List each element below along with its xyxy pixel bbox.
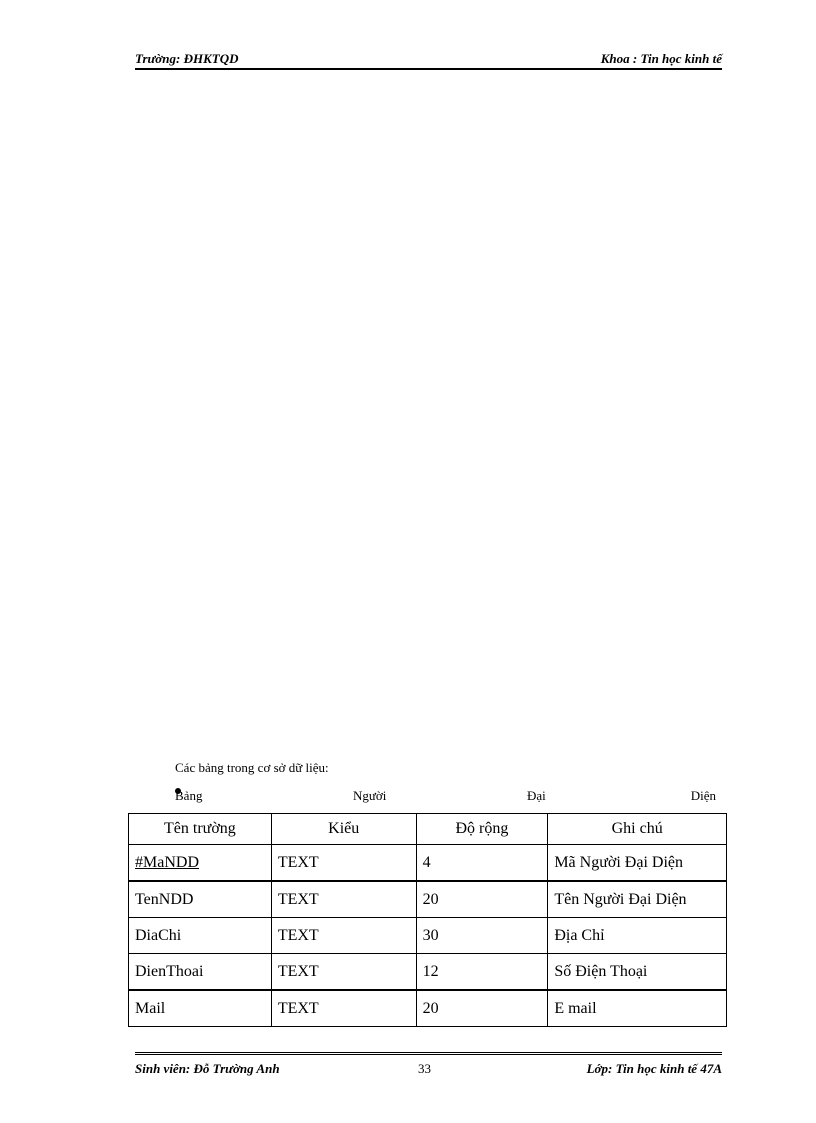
cell-width: 4 bbox=[416, 845, 548, 882]
page-number: 33 bbox=[418, 1061, 431, 1076]
footer-class: Lớp: Tin học kinh tế 47A bbox=[586, 1061, 722, 1076]
cell-type: TEXT bbox=[271, 954, 416, 991]
bullet-word-1: Bảng bbox=[175, 788, 203, 803]
bullet-word-2: Người bbox=[353, 788, 387, 803]
cell-field-name: Mail bbox=[129, 990, 272, 1027]
column-header-field-name: Tên trường bbox=[129, 814, 272, 845]
table-row bbox=[129, 845, 727, 882]
column-header-note: Ghi chú bbox=[548, 814, 727, 845]
cell-type: TEXT bbox=[271, 845, 416, 882]
table-row bbox=[129, 881, 727, 918]
page-footer bbox=[135, 1052, 722, 1080]
column-header-width: Độ rộng bbox=[416, 814, 548, 845]
cell-type: TEXT bbox=[271, 990, 416, 1027]
cell-type: TEXT bbox=[271, 881, 416, 918]
cell-field-name: TenNDD bbox=[129, 881, 272, 918]
section-intro: Các bảng trong cơ sở dữ liệu: bbox=[175, 760, 329, 775]
cell-field-name: DienThoai bbox=[129, 954, 272, 991]
cell-note: Số Điện Thoại bbox=[548, 954, 727, 991]
field-table bbox=[128, 813, 727, 1027]
header-faculty: Khoa : Tin học kinh tế bbox=[600, 51, 722, 66]
cell-field-name: DiaChi bbox=[129, 918, 272, 954]
cell-note: Mã Người Đại Diện bbox=[548, 845, 727, 882]
header-school: Trường: ĐHKTQD bbox=[135, 51, 239, 66]
table-row bbox=[129, 954, 727, 991]
cell-width: 20 bbox=[416, 881, 548, 918]
cell-note: E mail bbox=[548, 990, 727, 1027]
cell-field-name bbox=[129, 845, 272, 882]
cell-width: 30 bbox=[416, 918, 548, 954]
table-row bbox=[129, 990, 727, 1027]
cell-width: 12 bbox=[416, 954, 548, 991]
footer-student: Sinh viên: Đỗ Trường Anh bbox=[135, 1061, 280, 1076]
bullet-word-3: Đại bbox=[527, 788, 546, 803]
table-row bbox=[129, 918, 727, 954]
page-header bbox=[135, 50, 722, 70]
table-name-line bbox=[175, 788, 716, 806]
bullet-word-4: Diện bbox=[690, 788, 716, 803]
cell-type: TEXT bbox=[271, 918, 416, 954]
column-header-type: Kiểu bbox=[271, 814, 416, 845]
table-header-row bbox=[129, 814, 727, 845]
primary-key-field: #MaNDD bbox=[135, 853, 199, 871]
cell-note: Tên Người Đại Diện bbox=[548, 881, 727, 918]
cell-width: 20 bbox=[416, 990, 548, 1027]
cell-note: Địa Chỉ bbox=[548, 918, 727, 954]
